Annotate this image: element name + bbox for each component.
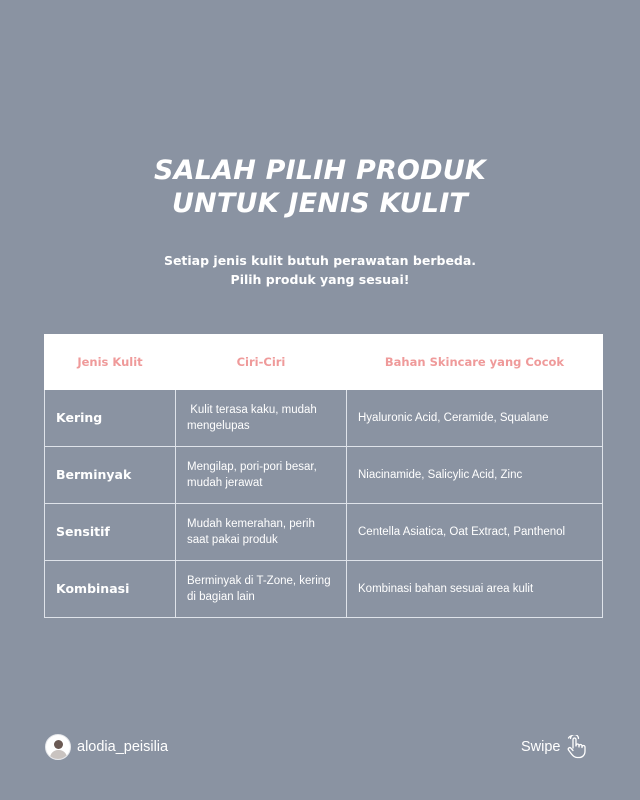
author-profile[interactable] (45, 734, 168, 760)
page-title (0, 154, 640, 220)
ingredients-cell: Hyaluronic Acid, Ceramide, Squalane (347, 390, 603, 447)
skin-type-cell: Kering (45, 390, 176, 447)
avatar-body-shape (50, 750, 67, 760)
username[interactable]: alodia_peisilia (77, 739, 169, 755)
column-header-skin-type: Jenis Kulit (45, 335, 176, 390)
subtitle-line-1: Setiap jenis kulit butuh perawatan berbeda. (163, 253, 477, 268)
title-line-2: UNTUK JENIS KULIT (171, 188, 469, 219)
traits-cell: Mengilap, pori-pori besar, mudah jerawat (176, 447, 347, 504)
table-row (45, 504, 603, 561)
avatar[interactable] (45, 734, 71, 760)
skin-type-cell: Sensitif (45, 504, 176, 561)
swipe-hint[interactable] (521, 735, 587, 759)
subtitle-line-2: Pilih produk yang sesuai! (230, 272, 410, 287)
ingredients-cell: Centella Asiatica, Oat Extract, Panthenol (347, 504, 603, 561)
swipe-label: Swipe (521, 739, 561, 755)
skin-type-cell: Kombinasi (45, 561, 176, 618)
table-row (45, 447, 603, 504)
ingredients-cell: Kombinasi bahan sesuai area kulit (347, 561, 603, 618)
ingredients-cell: Niacinamide, Salicylic Acid, Zinc (347, 447, 603, 504)
column-header-traits: Ciri-Ciri (176, 335, 347, 390)
pointing-hand-icon (565, 735, 587, 759)
avatar-head-shape (54, 740, 63, 749)
traits-cell: Mudah kemerahan, perih saat pakai produk (176, 504, 347, 561)
title-line-1: SALAH PILIH PRODUK (154, 155, 486, 186)
page-subtitle (0, 251, 640, 289)
traits-cell: Kulit terasa kaku, mudah mengelupas (176, 390, 347, 447)
skin-type-cell: Berminyak (45, 447, 176, 504)
table-row (45, 390, 603, 447)
column-header-ingredients: Bahan Skincare yang Cocok (347, 335, 603, 390)
table-header-row (45, 335, 603, 390)
skin-type-table (44, 334, 603, 618)
table-row (45, 561, 603, 618)
traits-cell: Berminyak di T-Zone, kering di bagian lain (176, 561, 347, 618)
